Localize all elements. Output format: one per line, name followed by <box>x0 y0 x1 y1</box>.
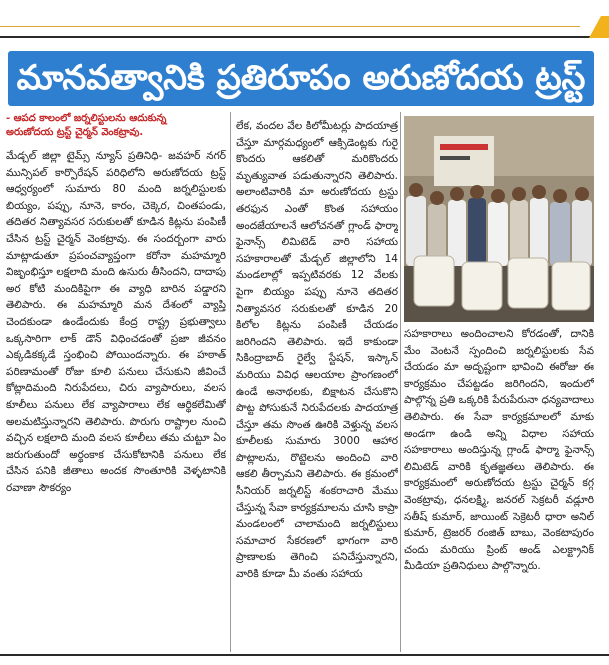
top-orange-rule <box>0 26 580 27</box>
tagline-line-1: - ఆపద కాలంలో జర్నలిస్టులను ఆదుకున్న <box>6 113 167 124</box>
headline-banner: మానవత్వానికి ప్రతిరూపం అరుణోదయ ట్రస్ట్ <box>8 51 594 106</box>
article-column-1 <box>6 112 226 652</box>
column-divider-1 <box>230 112 231 652</box>
top-header-bar <box>0 0 609 40</box>
article-column-3 <box>404 326 594 652</box>
article-text-col3: సహకారాలు అందించాలని కోరడంతో, దానికి మేం వెంటనే స్పందించి జర్నలిస్టులకు సేవ చేయడం మా అదృష్టంగా భావించి ఈరోజు ఈ కార్యక్రమం చేపట్టడం జరిగిందని, ఇందులో పాల్గొన్న ప్రతి ఒక్కరికి పేరుపేరునా ధన్యవాదాలు తెలిపారు. ఈ సేవా కార్యక్రమాలలో మాకు అండగా ఉండి అన్ని విధాల సహాయ సహకారాలు అందిస్తున్న గ్లాండ్ ఫార్మా ఫైనాన్స్ లిమిటెడ్ వారికి కృతజ్ఞతలు తెలిపారు. ఈ కార్యక్రమంలో అరుణోదయ ట్రస్టు చైర్మన్ కగ్గ వెంకట్రావు, ధనలక్ష్మి, జనరల్ సెక్రటరీ వడ్లూరి సతీష్ కుమార్, జాయింట్ సెక్రెటరీ ధారా అనిల్ కుమార్, ట్రెజరర్ రంజిత్ బాబు, వెంకటాపురం చందు మరియు ప్రింట్ అండ్ ఎలక్ట్రానిక్ మీడియా ప్రతినిధులు పాల్గొన్నారు. <box>404 328 594 573</box>
tagline-line-2: అరుణోదయ ట్రస్ట్ చైర్మన్ వెంకట్రావు. <box>6 127 144 138</box>
article-text-col2: లేక, వందల వేల కిలోమీటర్లు పాదయాత్ర చేస్తూ మార్గమధ్యంలో ఆక్సిడెంట్లకు గురై కొందరు ఆకలితో మరికొందరు మృత్యువాత పడుతున్నారని తెలిపారు. అలాంటివారికి మా అరుణోదయ ట్రస్టు తరఫున ఎంతో కొంత సహాయం అందజేయాలనే ఆలోచనతో గ్లాండ్ ఫార్మా ఫైనాన్స్ లిమిటెడ్ వారి సహాయ సహకారాలతో మేడ్చల్ జిల్లాలోని 14 మండలాల్లో ఇప్పటివరకు 12 వేలకు పైగా బియ్యం పప్పు నూనె తదితర నిత్యావసర సరుకులతో కూడిన 20 కిలోల కిట్లను పంపిణీ చేయడం జరిగిందని తెలిపారు. ఇదే కాకుండా సికింద్రాబాద్ రైల్వే స్టేషన్, ఇస్కాన్ మరియు వివిధ ఆలయాల ప్రాంగణంలో ఉండే అనాథలకు, బిక్షాటన చేసుకొని పొట్ట పోసుకునే నిరుపేదలకు పాదయాత్ర చేస్తూ తమ సొంత ఊరికి వెళ్తున్న వలస కూలీలకు సుమారు 3000 ఆహార పొట్లాలను, రొట్టెలను అందించి వారి ఆకలి తీర్చామని తెలిపారు. ఈ క్రమంలో సీనియర్ జర్నలిస్ట్ శంకరాచారి మేము చేస్తున్న సేవా కార్యక్రమాలను చూసి కాప్రా మండలంలో చాలామంది జర్నలిస్టులు సమాచార సేకరణలో భాగంగా వారి ప్రాణాలకు తెగించి పనిచేస్తున్నారని, వారికి కూడా మీ వంతు సహాయ <box>236 120 398 581</box>
corner-accent-tab <box>589 16 609 38</box>
news-photo <box>404 116 594 322</box>
article-column-2 <box>236 118 398 652</box>
top-dark-rule <box>0 36 609 38</box>
bottom-rule <box>0 654 609 656</box>
column-divider-2 <box>400 112 401 652</box>
article-text-col1: మేడ్చల్ జిల్లా టైమ్స్ న్యూస్ ప్రతినిధి- జవహర్ నగర్ మున్సిపల్ కార్పొరేషన్ పరిధిలోని అరుణోదయ ట్రస్ట్ ఆధ్వర్యంలో సుమారు 80 మంది జర్నలిస్టులకు బియ్యం, పప్పు, నూనె, కారం, చెక్కెర, చింతపండు, తదితర నిత్యావసర సరుకులతో కూడిన కిట్లను పంపిణీ చేసిన ట్రస్ట్ చైర్మన్ వెంకట్రావు. ఈ సందర్బంగా వారు మాట్లాడుతూ ప్రపంచవ్యాప్తంగా కరోనా మహమ్మారి విజృంభిస్తూ లక్షలాది మంది ఉసురు తీసిందని, దాదాపు అర కోటి మందికిపైగా ఈ వ్యాధి బారిన పడ్డారని తెలిపారు. ఈ మహమ్మారి మన దేశంలో వ్యాప్తి చెందకుండా ఉండేందుకు కేంద్ర రాష్ట్ర ప్రభుత్వాలు ఒక్కసారిగా లాక్ డౌన్ విధించడంతో ప్రజా జీవనం ఎక్కడికక్కడే స్తంభించి పోయిందన్నారు. ఈ హఠాత్ పరిణామంతో రోజు కూలి పనులు చేసుకుని జీవించే కోట్లాదిమంది నిరుపేదలు, చిరు వ్యాపారులు, వలస కూలీలు పనులు లేక వ్యాపారాలు లేక ఆర్థికలేమితో అలమటిస్తున్నారని తెలిపారు. పొరుగు రాష్ట్రాల నుంచి వచ్చిన లక్షలాది మంది వలస కూలీలు తమ చుట్టూ ఏం జరుగుతుందో అర్థంకాక చేసుకోటానికి పనులు లేక చేసిన పనికి జీతాలు అందక సొంతూరికి వెళ్ళటానికి రవాణా సౌకర్యం <box>6 150 226 494</box>
tagline <box>6 112 226 140</box>
photo-illustration <box>404 116 594 322</box>
